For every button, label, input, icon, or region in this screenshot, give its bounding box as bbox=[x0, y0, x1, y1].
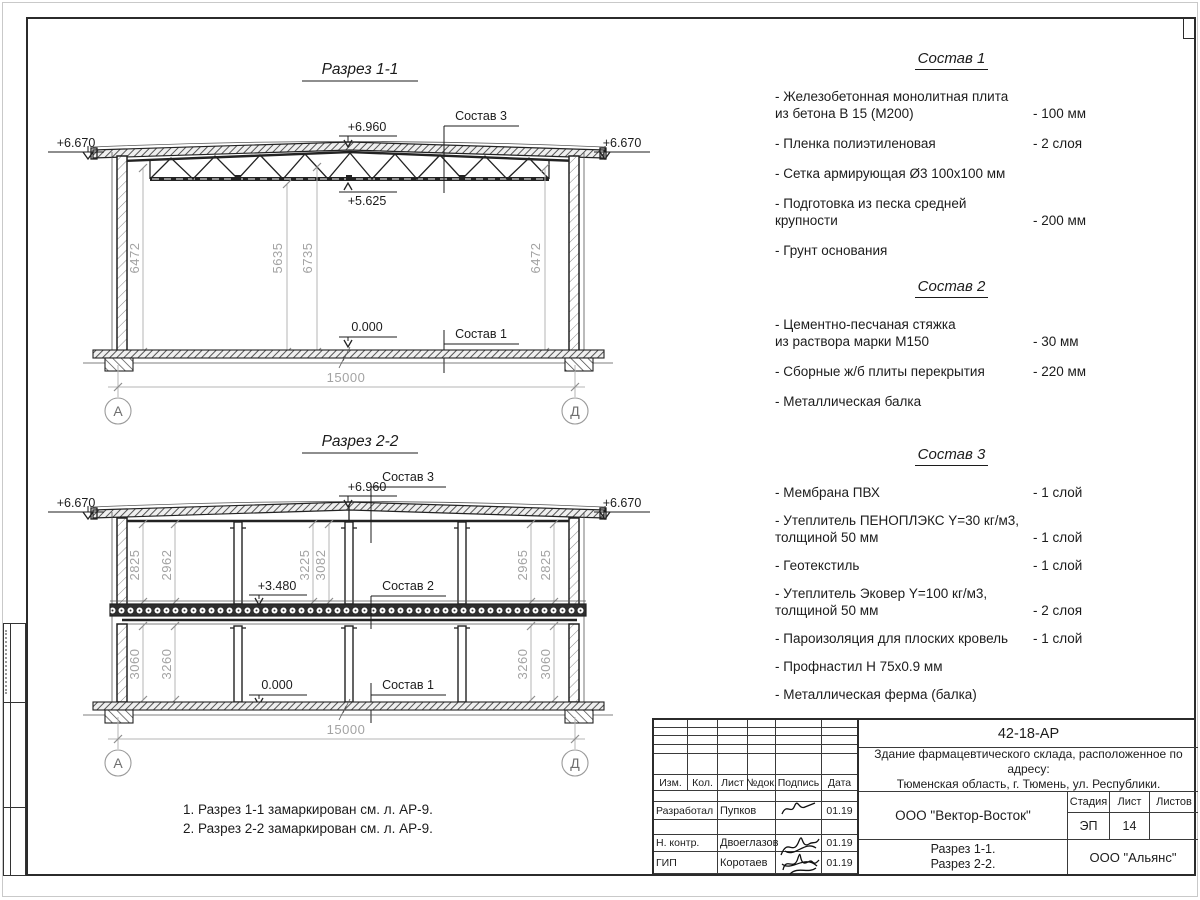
elevation-floor2: +3.480 bbox=[257, 579, 297, 593]
stage-table bbox=[1068, 792, 1198, 839]
axis-letter-right: Д bbox=[570, 755, 580, 771]
floor-slab bbox=[93, 702, 604, 710]
column-left-lower bbox=[117, 624, 127, 702]
column-left-upper bbox=[117, 518, 127, 606]
sheets-value bbox=[1150, 813, 1198, 839]
vertical-dimensions-upper bbox=[127, 520, 558, 606]
section-1-1-title: Разрез 1-1 bbox=[321, 61, 399, 78]
composition-1 bbox=[775, 50, 1090, 272]
sheet-content: Разрез 1-1. Разрез 2-2. bbox=[859, 840, 1068, 874]
item-value: - 220 мм bbox=[1033, 364, 1087, 379]
section-2-2-title: Разрез 2-2 bbox=[321, 433, 399, 450]
elevation-ridge: +6.960 bbox=[347, 120, 387, 134]
dim-upper-6: 2825 bbox=[538, 549, 553, 581]
list-item: - Утеплитель ПЕНОПЛЭКС Y=30 кг/м3, толщиной 50 мм - 1 слой bbox=[775, 513, 1083, 545]
composition-2-title: Состав 2 bbox=[794, 278, 1109, 295]
dim-upper-2: 2962 bbox=[159, 549, 174, 581]
dim-lower-3: 3260 bbox=[515, 648, 530, 680]
item-value: - 1 слой bbox=[1033, 631, 1083, 646]
dim-upper-5: 2965 bbox=[515, 549, 530, 581]
sign-date: 01.19 bbox=[822, 852, 857, 874]
span-dimension bbox=[105, 717, 588, 776]
elevation-zero: 0.000 bbox=[261, 678, 293, 692]
item-value: - 2 слоя bbox=[1033, 136, 1083, 151]
callout-roof-label: Состав 3 bbox=[455, 109, 507, 123]
item-value: - 1 слой bbox=[1033, 485, 1083, 500]
col-izm: Изм. bbox=[654, 775, 688, 791]
title-block-revision-table bbox=[654, 720, 859, 874]
elevation-left: +6.670 bbox=[56, 136, 96, 150]
design-organization: ООО "Вектор-Восток" bbox=[859, 792, 1068, 839]
list-item: - Мембрана ПВХ - 1 слой bbox=[775, 485, 1083, 500]
list-item: - Металлическая ферма (балка) bbox=[775, 687, 977, 702]
axis-letter-left: А bbox=[113, 755, 123, 771]
sheet-value: 14 bbox=[1110, 813, 1150, 839]
dim-lower-1: 3060 bbox=[127, 648, 142, 680]
dim-height-right: 6472 bbox=[528, 242, 543, 274]
elevation-left: +6.670 bbox=[56, 496, 96, 510]
list-item: - Сетка армирующая Ø3 100х100 мм bbox=[775, 166, 1006, 181]
dim-span: 15000 bbox=[326, 722, 366, 737]
truss-node bbox=[459, 175, 465, 181]
floor-slab bbox=[93, 350, 604, 358]
foundation-right bbox=[565, 358, 593, 371]
foundation-left bbox=[105, 358, 133, 371]
item-value: - 200 мм bbox=[1033, 213, 1087, 228]
list-item: - Пленка полиэтиленовая - 2 слоя bbox=[775, 136, 1083, 151]
dim-height-mid2: 6735 bbox=[300, 242, 315, 274]
elevation-right: +6.670 bbox=[602, 136, 642, 150]
list-item: - Железобетонная монолитная плита из бетона В 15 (М200) - 100 мм bbox=[775, 89, 1087, 121]
item-value: - 1 слой bbox=[1033, 530, 1083, 545]
callout-mid-label: Состав 2 bbox=[382, 579, 434, 593]
list-item: - Пароизоляция для плоских кровель - 1 слой bbox=[775, 631, 1083, 646]
composition-3 bbox=[775, 446, 1090, 714]
composition-2 bbox=[775, 278, 1090, 423]
notes bbox=[183, 800, 433, 838]
col-sign: Подпись bbox=[776, 775, 822, 791]
elevation-chord: +5.625 bbox=[347, 194, 387, 208]
signature bbox=[776, 802, 822, 820]
column-left bbox=[117, 156, 127, 352]
composition-3-title: Состав 3 bbox=[794, 446, 1109, 463]
item-value: - 30 мм bbox=[1033, 334, 1079, 349]
signer-name: Пупков bbox=[718, 802, 776, 820]
section-1-1 bbox=[48, 61, 650, 424]
note-line-1: 1. Разрез 1-1 замаркирован см. л. АР-9. bbox=[183, 802, 433, 817]
column-right bbox=[569, 156, 579, 352]
list-item: - Цементно-песчаная стяжка из раствора марки М150 - 30 мм bbox=[775, 317, 1079, 349]
truss-node bbox=[346, 175, 352, 181]
col-doc: №док. bbox=[748, 775, 776, 791]
list-item: - Утеплитель Эковер Y=100 кг/м3, толщиной 50 мм - 2 слоя bbox=[775, 586, 1083, 618]
sheet-label: Лист bbox=[1110, 792, 1150, 813]
item-value: - 100 мм bbox=[1033, 106, 1087, 121]
axis-letter-right: Д bbox=[570, 403, 580, 419]
project-description: Здание фармацевтического склада, расположенное по адресу: Тюменская область, г. Тюмень, ул. Республики. bbox=[859, 748, 1198, 792]
list-item: - Подготовка из песка средней крупности - 200 мм bbox=[775, 196, 1087, 228]
elevation-zero: 0.000 bbox=[351, 320, 383, 334]
sign-date: 01.19 bbox=[822, 802, 857, 820]
col-date: Дата bbox=[822, 775, 857, 791]
col-list: Лист bbox=[718, 775, 748, 791]
dim-span: 15000 bbox=[326, 370, 366, 385]
dim-height-left: 6472 bbox=[127, 242, 142, 274]
item-value: - 2 слоя bbox=[1033, 603, 1083, 618]
sheets-label: Листов bbox=[1150, 792, 1198, 813]
title-block bbox=[652, 718, 1196, 876]
stage-value: ЭП bbox=[1068, 813, 1110, 839]
signer-role: ГИП bbox=[654, 852, 718, 874]
signer-role: Н. контр. bbox=[654, 835, 718, 852]
list-item: - Геотекстиль - 1 слой bbox=[775, 558, 1083, 573]
callout-floor-label: Состав 1 bbox=[382, 678, 434, 692]
column-right-upper bbox=[569, 518, 579, 606]
dim-upper-3: 3225 bbox=[297, 549, 312, 581]
dim-height-mid1: 5635 bbox=[270, 242, 285, 274]
callout-roof-label: Состав 3 bbox=[382, 470, 434, 484]
signer-role: Разработал bbox=[654, 802, 718, 820]
column-right-lower bbox=[569, 624, 579, 702]
list-item: - Профнастил Н 75х0.9 мм bbox=[775, 659, 943, 674]
sign-date: 01.19 bbox=[822, 835, 857, 852]
foundation-left bbox=[105, 710, 133, 723]
note-line-2: 2. Разрез 2-2 замаркирован см. л. АР-9. bbox=[183, 821, 433, 836]
vertical-dimensions-lower bbox=[127, 622, 558, 704]
list-item: - Сборные ж/б плиты перекрытия - 220 мм bbox=[775, 364, 1087, 379]
dim-upper-1: 2825 bbox=[127, 549, 142, 581]
callout-floor-label: Состав 1 bbox=[455, 327, 507, 341]
foundation-right bbox=[565, 710, 593, 723]
list-item: - Грунт основания bbox=[775, 243, 888, 258]
signer-name: Коротаев bbox=[718, 852, 776, 874]
dim-upper-4: 3082 bbox=[313, 549, 328, 581]
elevation-ridge: +6.960 bbox=[347, 480, 387, 494]
list-item: - Металлическая балка bbox=[775, 394, 922, 409]
item-value: - 1 слой bbox=[1033, 558, 1083, 573]
dim-lower-2: 3260 bbox=[159, 648, 174, 680]
stage-label: Стадия bbox=[1068, 792, 1110, 813]
signature bbox=[776, 852, 822, 874]
client-firm: ООО "Альянс" bbox=[1089, 849, 1177, 865]
span-dimension bbox=[105, 365, 588, 424]
axis-letter-left: А bbox=[113, 403, 123, 419]
dim-lower-4: 3060 bbox=[538, 648, 553, 680]
elevation-right: +6.670 bbox=[602, 496, 642, 510]
section-2-2 bbox=[48, 433, 650, 776]
composition-1-title: Состав 1 bbox=[794, 50, 1109, 67]
hollow-core-slab bbox=[110, 604, 586, 616]
signer-name: Двоеглазов bbox=[718, 835, 776, 852]
col-kol: Кол. bbox=[688, 775, 718, 791]
project-code: 42-18-АР bbox=[859, 720, 1198, 748]
truss-node bbox=[235, 175, 241, 181]
title-block-main bbox=[859, 720, 1198, 874]
